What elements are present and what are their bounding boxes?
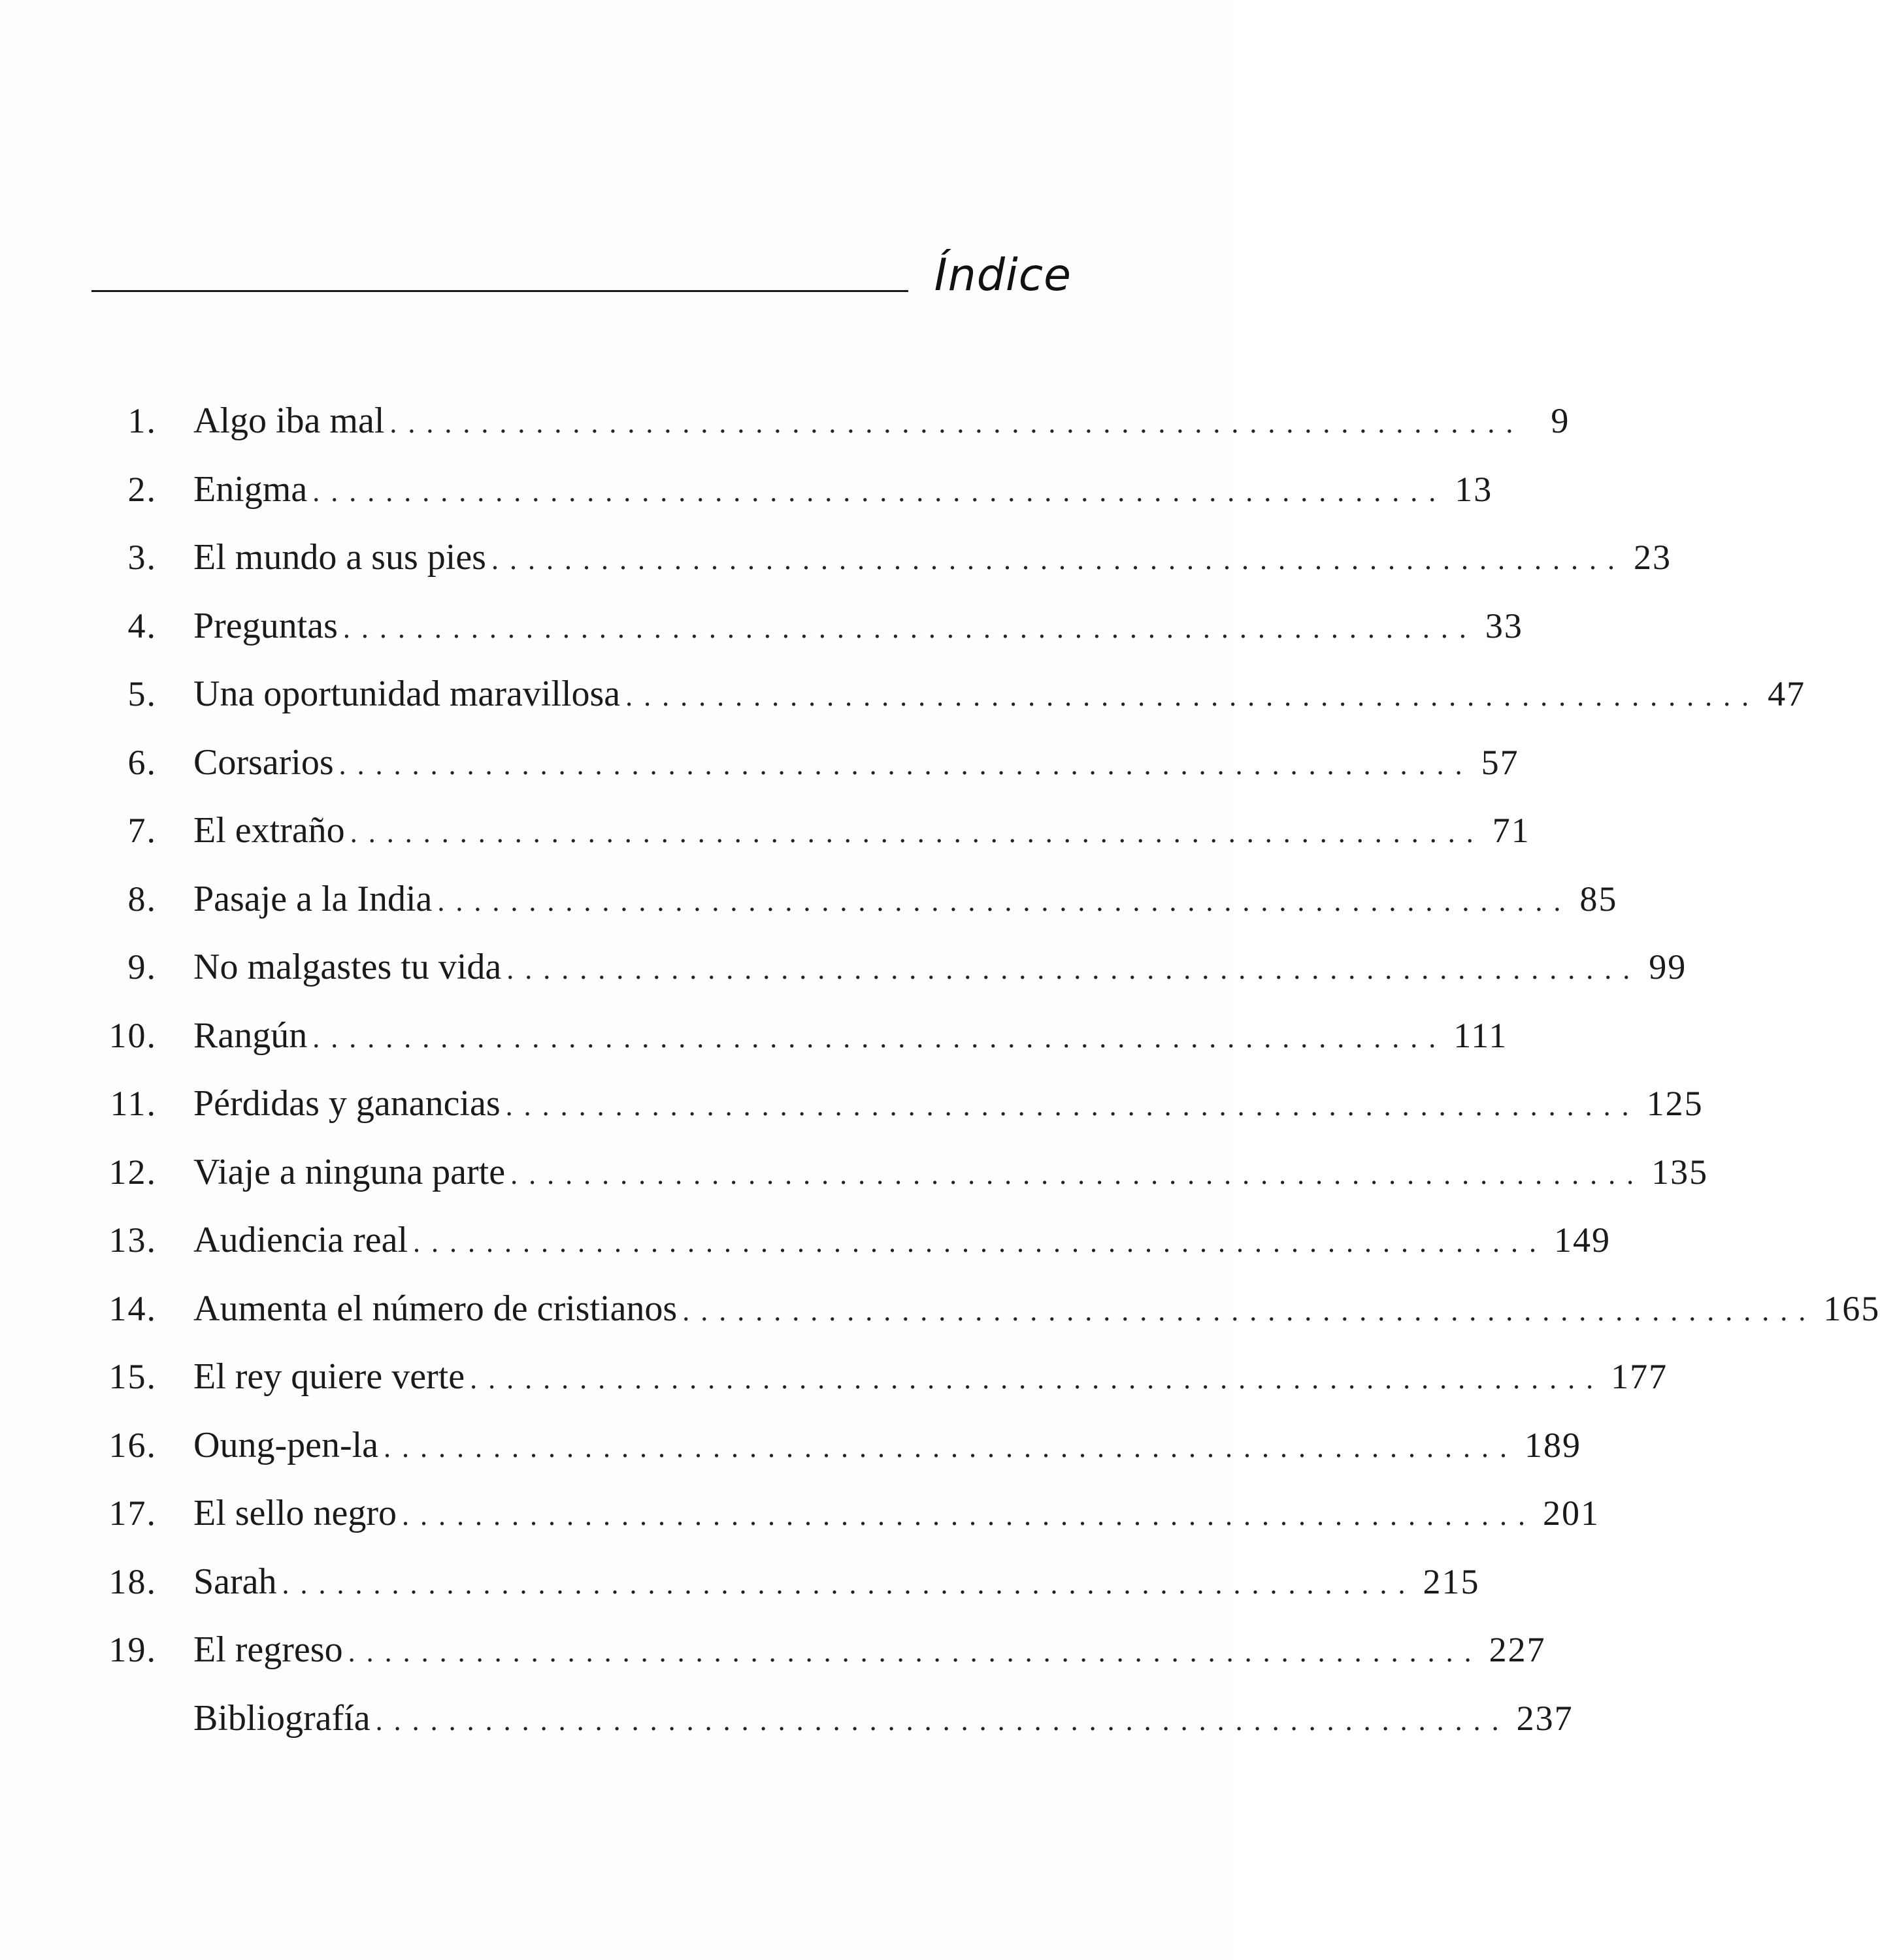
toc-entry-title: Aumenta el número de cristianos <box>193 1288 678 1329</box>
toc-entry <box>91 1616 1546 1684</box>
toc-entry-page: 125 <box>1646 1084 1704 1123</box>
dot-leader: .............................................................. <box>413 1226 1548 1258</box>
dot-leader: .............................................................. <box>682 1294 1817 1327</box>
toc-entry-number: 15. <box>108 1357 157 1396</box>
toc-entry-title: Viaje a ninguna parte <box>193 1151 506 1192</box>
toc-entry-number: 4. <box>127 606 157 645</box>
toc-entry-number: 18. <box>108 1561 157 1601</box>
toc-entry-bibliography <box>91 1684 1574 1753</box>
toc-entry-title: Rangún <box>193 1015 308 1056</box>
toc-entry-page: 99 <box>1649 947 1687 987</box>
dot-leader: .............................................................. <box>470 1363 1605 1395</box>
toc-entry-page: 23 <box>1633 538 1672 577</box>
toc-entry-page: 227 <box>1489 1630 1546 1669</box>
toc-entry-number: 16. <box>108 1425 157 1465</box>
toc-entry-number: 13. <box>108 1220 157 1260</box>
toc-entry-number: 10. <box>108 1015 157 1055</box>
toc-entry-title: Pérdidas y ganancias <box>193 1083 501 1124</box>
dot-leader: .............................................................. <box>350 817 1485 849</box>
toc-entry-number: 5. <box>127 674 157 713</box>
toc-entry-page: 9 <box>1551 401 1570 440</box>
toc-entry-number: 1. <box>127 401 157 440</box>
toc-entry-title: Bibliografía <box>193 1697 371 1739</box>
toc-entry-page: 177 <box>1611 1357 1668 1396</box>
dot-leader: .............................................................. <box>342 612 1477 644</box>
toc-entry-page: 201 <box>1543 1494 1600 1533</box>
toc-entry <box>91 1070 1704 1138</box>
toc-entry <box>91 523 1672 592</box>
toc-entry-title: No malgastes tu vida <box>193 947 502 987</box>
toc-entry-title: El sello negro <box>193 1493 397 1533</box>
dot-leader: .............................................................. <box>506 953 1641 985</box>
toc-entry <box>91 455 1493 524</box>
dot-leader: .............................................................. <box>282 1567 1417 1600</box>
dot-leader: .............................................................. <box>389 407 1525 439</box>
toc-entry-number: 17. <box>108 1494 157 1533</box>
toc-entry-title: Sarah <box>193 1561 277 1602</box>
toc-entry-page: 215 <box>1423 1561 1480 1601</box>
toc-entry-number: 3. <box>127 538 157 577</box>
toc-entry-number: 14. <box>108 1288 157 1328</box>
dot-leader: .............................................................. <box>437 885 1572 917</box>
toc-entry <box>91 387 1570 455</box>
toc-entry-page: 237 <box>1516 1698 1574 1738</box>
toc-entry-title: El rey quiere verte <box>193 1356 465 1397</box>
toc-entry-number: 6. <box>127 742 157 782</box>
toc-entry-number: 11. <box>110 1084 157 1123</box>
dot-leader: .............................................................. <box>384 1431 1519 1463</box>
toc-entry <box>91 660 1806 728</box>
dot-leader: .............................................................. <box>402 1499 1537 1531</box>
toc-entry-title: Preguntas <box>193 605 338 646</box>
dot-leader: .............................................................. <box>312 475 1447 508</box>
toc-entry-title: Pasaje a la India <box>193 878 433 919</box>
dot-leader: .............................................................. <box>505 1090 1640 1122</box>
dot-leader: .............................................................. <box>510 1158 1645 1190</box>
toc-entry <box>91 1275 1880 1343</box>
toc-entry-page: 135 <box>1651 1152 1709 1192</box>
dot-leader: .............................................................. <box>338 748 1474 781</box>
toc-entry-page: 33 <box>1485 606 1523 645</box>
toc-entry-page: 85 <box>1579 879 1618 919</box>
toc-entry-page: 13 <box>1455 469 1493 509</box>
toc-entry-title: El mundo a sus pies <box>193 537 486 578</box>
toc-entry-page: 47 <box>1768 674 1806 713</box>
toc-entry-page: 165 <box>1823 1288 1880 1328</box>
toc-entry <box>91 1002 1508 1070</box>
toc-entry-title: Enigma <box>193 468 308 510</box>
toc-entry-title: Oung-pen-la <box>193 1424 379 1465</box>
dot-leader: .............................................................. <box>625 680 1760 712</box>
toc-entry-page: 149 <box>1554 1220 1611 1260</box>
dot-leader: .............................................................. <box>375 1704 1510 1737</box>
toc-entry <box>91 592 1523 661</box>
toc-entry <box>91 728 1519 797</box>
page-title: Índice <box>934 250 1072 301</box>
toc-entry-page: 111 <box>1453 1015 1508 1055</box>
toc-entry <box>91 865 1618 934</box>
toc-entry-number: 9. <box>127 947 157 987</box>
dot-leader: .............................................................. <box>312 1021 1447 1054</box>
toc-entry-title: Corsarios <box>193 742 334 783</box>
toc-entry-number: 19. <box>108 1630 157 1669</box>
toc-entry <box>91 933 1687 1002</box>
toc-entry-number: 2. <box>127 469 157 509</box>
toc-entry-title: Algo iba mal <box>193 400 385 441</box>
toc-entry <box>91 1548 1480 1616</box>
toc-entry-page: 71 <box>1492 811 1530 850</box>
toc-entry <box>91 1411 1582 1480</box>
toc-entry-title: Una oportunidad maravillosa <box>193 674 621 714</box>
toc-entry-number: 7. <box>127 811 157 850</box>
toc-entry-title: Audiencia real <box>193 1220 408 1260</box>
toc-entry <box>91 1479 1600 1548</box>
table-of-contents <box>91 387 1880 1752</box>
toc-entry-number: 12. <box>108 1152 157 1192</box>
toc-entry-title: El extraño <box>193 810 345 851</box>
dot-leader: .............................................................. <box>348 1636 1483 1668</box>
toc-entry-number: 8. <box>127 879 157 919</box>
toc-entry <box>91 1138 1709 1207</box>
toc-entry <box>91 1206 1611 1275</box>
toc-entry <box>91 1343 1668 1411</box>
toc-entry-page: 189 <box>1525 1425 1582 1465</box>
toc-entry <box>91 796 1530 865</box>
dot-leader: .............................................................. <box>491 544 1626 576</box>
toc-entry-title: El regreso <box>193 1629 343 1670</box>
toc-entry-page: 57 <box>1481 742 1519 782</box>
header-rule <box>91 290 908 292</box>
